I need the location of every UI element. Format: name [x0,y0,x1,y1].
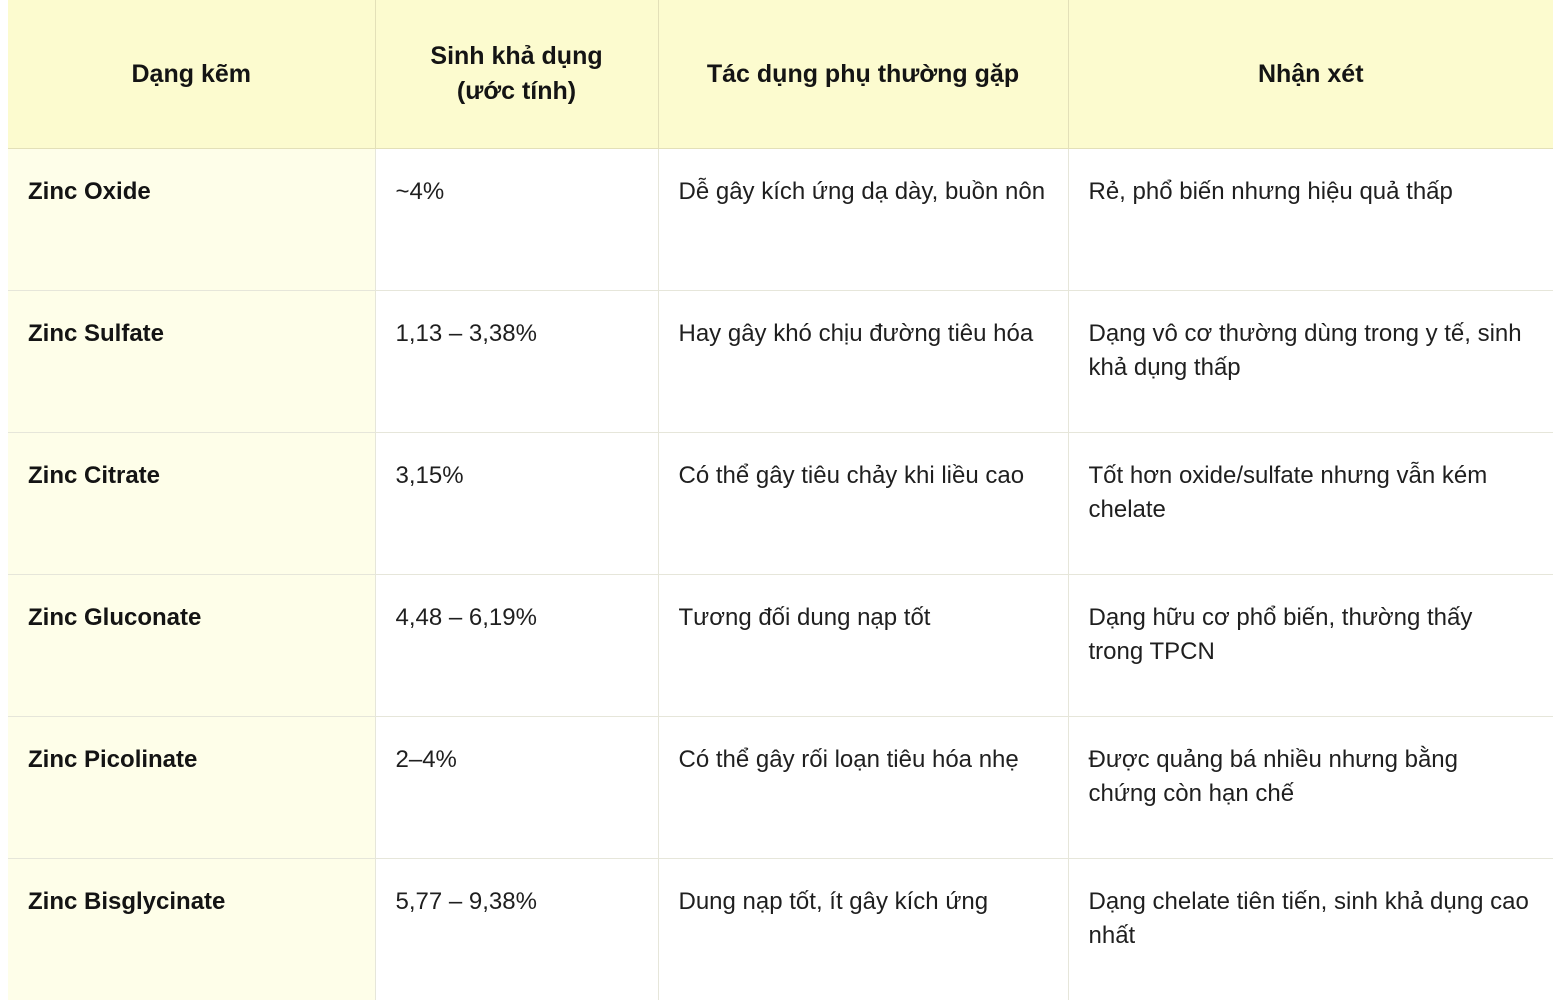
cell-note: Dạng chelate tiên tiến, sinh khả dụng cao nhất [1068,858,1553,1000]
cell-bioavailability: 4,48 – 6,19% [375,574,658,716]
zinc-forms-table [8,0,1553,1000]
cell-bioavailability: 5,77 – 9,38% [375,858,658,1000]
cell-note: Rẻ, phổ biến nhưng hiệu quả thấp [1068,148,1553,290]
cell-zinc-form: Zinc Sulfate [8,290,375,432]
cell-side-effects: Dung nạp tốt, ít gây kích ứng [658,858,1068,1000]
cell-note: Được quảng bá nhiều nhưng bằng chứng còn hạn chế [1068,716,1553,858]
column-header-zinc-form: Dạng kẽm [8,0,375,148]
column-header-bioavailability-line2: (ước tính) [456,76,577,105]
cell-side-effects: Dễ gây kích ứng dạ dày, buồn nôn [658,148,1068,290]
cell-side-effects: Hay gây khó chịu đường tiêu hóa [658,290,1068,432]
table-header [8,0,1553,148]
cell-note: Dạng vô cơ thường dùng trong y tế, sinh khả dụng thấp [1068,290,1553,432]
table-row [8,148,1553,290]
cell-bioavailability: 2–4% [375,716,658,858]
cell-bioavailability: 1,13 – 3,38% [375,290,658,432]
cell-zinc-form: Zinc Picolinate [8,716,375,858]
table-row [8,432,1553,574]
cell-side-effects: Có thể gây rối loạn tiêu hóa nhẹ [658,716,1068,858]
cell-zinc-form: Zinc Gluconate [8,574,375,716]
table-header-row [8,0,1553,148]
table-row [8,290,1553,432]
column-header-bioavailability-line1: Sinh khả dụng [430,42,603,71]
cell-note: Dạng hữu cơ phổ biến, thường thấy trong TPCN [1068,574,1553,716]
column-header-bioavailability [375,0,658,148]
cell-bioavailability: ~4% [375,148,658,290]
cell-side-effects: Có thể gây tiêu chảy khi liều cao [658,432,1068,574]
table-row [8,716,1553,858]
cell-note: Tốt hơn oxide/sulfate nhưng vẫn kém chelate [1068,432,1553,574]
cell-zinc-form: Zinc Citrate [8,432,375,574]
table-row [8,858,1553,1000]
cell-side-effects: Tương đối dung nạp tốt [658,574,1068,716]
cell-bioavailability: 3,15% [375,432,658,574]
cell-zinc-form: Zinc Bisglycinate [8,858,375,1000]
column-header-side-effects: Tác dụng phụ thường gặp [658,0,1068,148]
table-body [8,148,1553,1000]
cell-zinc-form: Zinc Oxide [8,148,375,290]
table-row [8,574,1553,716]
column-header-notes: Nhận xét [1068,0,1553,148]
